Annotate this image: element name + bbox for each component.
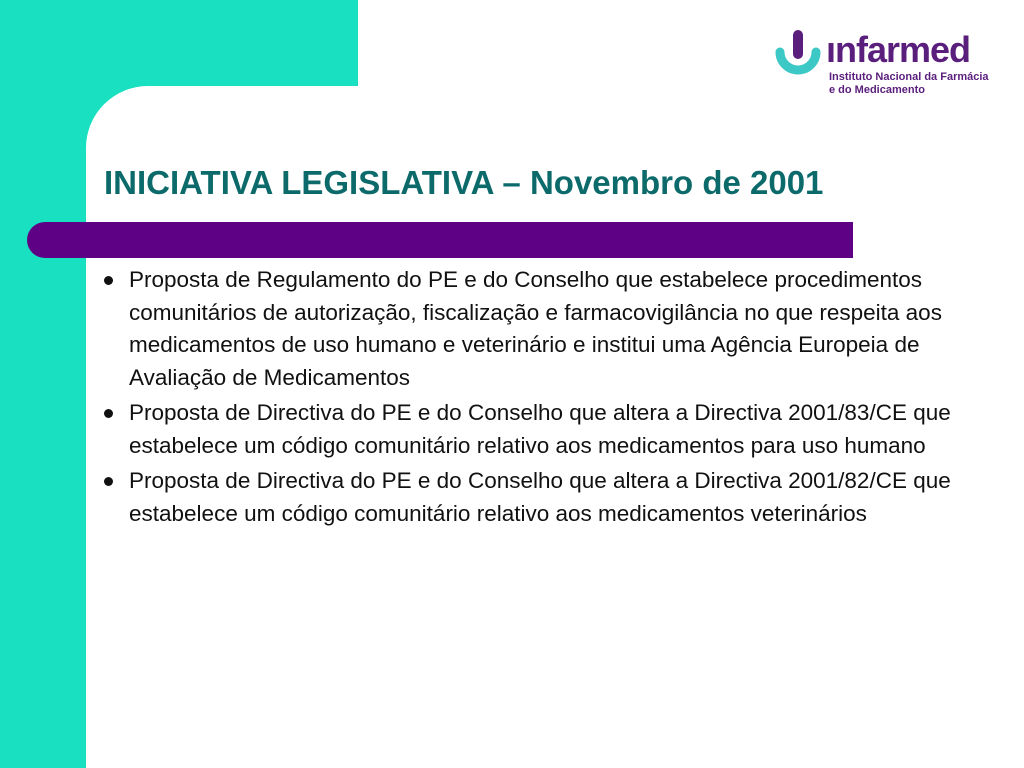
- logo-subtitle-line1: Instituto Nacional da Farmácia: [829, 71, 989, 83]
- bullet-item: [104, 397, 984, 462]
- bullet-text: Proposta de Directiva do PE e do Conselho que altera a Directiva 2001/83/CE que estabelece um código comunitário relativo aos medicamentos para uso humano: [129, 400, 951, 458]
- bullet-list: [104, 264, 984, 533]
- logo-subtitle-line2: e do Medicamento: [829, 84, 925, 96]
- bullet-item: [104, 264, 984, 394]
- bullet-dot-icon: [104, 276, 113, 285]
- bullet-text: Proposta de Regulamento do PE e do Conselho que estabelece procedimentos comunitários de autorização, fiscalização e farmacovigilância no que respeita aos medicamentos de uso humano e veterinário e institui uma Agência Europeia de Avaliação de Medicamentos: [129, 267, 942, 390]
- logo-subtitle: [829, 71, 989, 97]
- bullet-item: [104, 465, 984, 530]
- infarmed-logo: [772, 28, 989, 100]
- bullet-dot-icon: [104, 477, 113, 486]
- bullet-dot-icon: [104, 409, 113, 418]
- infarmed-logo-icon: [772, 28, 824, 80]
- title-divider-bar: [27, 222, 853, 258]
- bullet-text: Proposta de Directiva do PE e do Conselho que altera a Directiva 2001/82/CE que estabelece um código comunitário relativo aos medicamentos veterinários: [129, 468, 951, 526]
- logo-wordmark: ınfarmed: [826, 29, 971, 70]
- slide-title: INICIATIVA LEGISLATIVA – Novembro de 2001: [104, 164, 824, 201]
